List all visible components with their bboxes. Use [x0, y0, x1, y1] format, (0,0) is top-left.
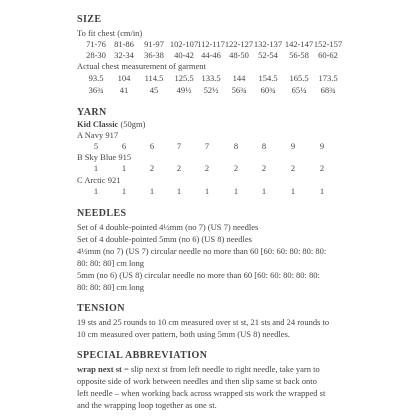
needles-line: 80: 80: 80] cm long [77, 282, 145, 292]
actual-cm-cell: 173.5 [318, 73, 338, 83]
fit-cm-cell: 91-97 [144, 39, 164, 49]
fit-in-cell: 44-46 [201, 50, 221, 60]
colour-c-quantity: 1 [149, 186, 155, 196]
fit-cm-cell: 71-76 [86, 39, 106, 49]
colour-c-quantity: 1 [93, 186, 99, 196]
actual-in-cell: 41 [119, 85, 129, 95]
fit-cm-cell: 132-137 [253, 39, 283, 49]
fit-in-cell: 52-54 [258, 50, 278, 60]
colour-b-row [0, 163, 416, 173]
abbreviation-line: left needle – when working back across wrapped sts work the wrapped st [77, 388, 326, 398]
actual-cm-cell: 125.5 [174, 73, 194, 83]
colour-a-quantity: 9 [319, 141, 325, 151]
needles-line: Set of 4 double-pointed 4½mm (no 7) (US 7) needles [77, 222, 259, 232]
colour-a-quantity: 5 [93, 141, 99, 151]
actual-in-cell: 68¾ [320, 85, 336, 95]
actual-cm-cell: 93.5 [88, 73, 104, 83]
needles-line: 80: 80: 80] cm long [77, 258, 145, 268]
colour-a-quantity: 7 [204, 141, 210, 151]
actual-in-cell: 45 [149, 85, 159, 95]
needles-heading: NEEDLES [77, 208, 127, 219]
fit-cm-row [0, 39, 416, 49]
colour-c-label: C Arctic 921 [77, 175, 121, 185]
actual-in-cell: 60¾ [260, 85, 276, 95]
actual-in-cell: 52½ [203, 85, 219, 95]
colour-b-quantity: 1 [93, 163, 99, 173]
colour-b-quantity: 2 [176, 163, 182, 173]
colour-c-quantity: 1 [176, 186, 182, 196]
actual-cm-cell: 154.5 [258, 73, 278, 83]
fit-in-cell: 36-38 [144, 50, 164, 60]
colour-c-quantity: 1 [233, 186, 239, 196]
fit-cm-cell: 102-107 [169, 39, 199, 49]
colour-a-row [0, 141, 416, 151]
colour-b-quantity: 2 [261, 163, 267, 173]
colour-b-label: B Sky Blue 915 [77, 152, 132, 162]
fit-in-cell: 60-62 [318, 50, 338, 60]
fit-in-cell: 56-58 [289, 50, 309, 60]
yarn-product [77, 119, 145, 129]
colour-c-row [0, 186, 416, 196]
fit-in-cell: 28-30 [86, 50, 106, 60]
fit-in-cell: 48-50 [229, 50, 249, 60]
colour-b-quantity: 2 [319, 163, 325, 173]
colour-a-quantity: 6 [149, 141, 155, 151]
abbreviation-term: wrap next st [77, 364, 122, 374]
fit-cm-cell: 152-157 [313, 39, 343, 49]
colour-a-quantity: 6 [121, 141, 127, 151]
yarn-product-note: (50gm) [120, 119, 146, 129]
abbreviation-line: and the wrapping loop together as one st. [77, 400, 217, 410]
colour-c-quantity: 1 [121, 186, 127, 196]
colour-a-quantity: 8 [261, 141, 267, 151]
colour-a-quantity: 9 [290, 141, 296, 151]
actual-cm-cell: 104 [117, 73, 131, 83]
fit-cm-cell: 122-127 [224, 39, 254, 49]
abbreviation-heading: SPECIAL ABBREVIATION [77, 350, 208, 361]
colour-a-label: A Navy 917 [77, 130, 119, 140]
fit-in-row [0, 50, 416, 60]
fit-cm-cell: 81-86 [114, 39, 134, 49]
yarn-heading: YARN [77, 107, 107, 118]
colour-c-quantity: 1 [290, 186, 296, 196]
actual-in-row [0, 85, 416, 95]
colour-b-quantity: 2 [290, 163, 296, 173]
colour-b-quantity: 1 [121, 163, 127, 173]
abbreviation-line: opposite side of work between needles and then slip same st back onto [77, 376, 317, 386]
abbreviation-definition-start: = slip next st from left needle to right needle, take yarn to [121, 364, 320, 374]
actual-in-cell: 49½ [176, 85, 192, 95]
colour-c-quantity: 1 [319, 186, 325, 196]
actual-cm-cell: 133.5 [201, 73, 221, 83]
fit-in-cell: 32-34 [114, 50, 134, 60]
fit-in-cell: 40-42 [174, 50, 194, 60]
colour-a-quantity: 8 [233, 141, 239, 151]
fit-cm-cell: 142-147 [284, 39, 314, 49]
actual-cm-row [0, 73, 416, 83]
tension-line: 19 sts and 25 rounds to 10 cm measured over st st, 21 sts and 24 rounds to [77, 317, 330, 327]
actual-cm-cell: 114.5 [144, 73, 164, 83]
actual-chest-label: Actual chest measurement of garment [77, 61, 206, 71]
colour-b-quantity: 2 [233, 163, 239, 173]
tension-line: 10 cm measured over pattern, both using 5mm (US 8) needles. [77, 329, 290, 339]
needles-line: 4½mm (no 7) (US 7) circular needle no more than 60 [60: 60: 80: 80: 80: [77, 246, 327, 256]
colour-b-quantity: 2 [204, 163, 210, 173]
needles-line: 5mm (no 6) (US 8) circular needle no more than 60 [60: 60: 80: 80: 80: [77, 270, 320, 280]
fit-chest-label: To fit chest (cm/in) [77, 28, 143, 38]
needles-line: Set of 4 double-pointed 5mm (no 6) (US 8) needles [77, 234, 252, 244]
colour-a-quantity: 7 [176, 141, 182, 151]
colour-b-quantity: 2 [149, 163, 155, 173]
actual-in-cell: 36¾ [88, 85, 104, 95]
fit-cm-cell: 112-117 [197, 39, 225, 49]
colour-c-quantity: 1 [261, 186, 267, 196]
size-heading: SIZE [77, 14, 102, 25]
yarn-product-name: Kid Classic [77, 119, 119, 129]
actual-cm-cell: 165.5 [289, 73, 309, 83]
actual-cm-cell: 144 [232, 73, 246, 83]
actual-in-cell: 65¼ [291, 85, 307, 95]
colour-c-quantity: 1 [204, 186, 210, 196]
tension-heading: TENSION [77, 303, 125, 314]
abbreviation-first-line [77, 364, 320, 374]
actual-in-cell: 56¾ [231, 85, 247, 95]
